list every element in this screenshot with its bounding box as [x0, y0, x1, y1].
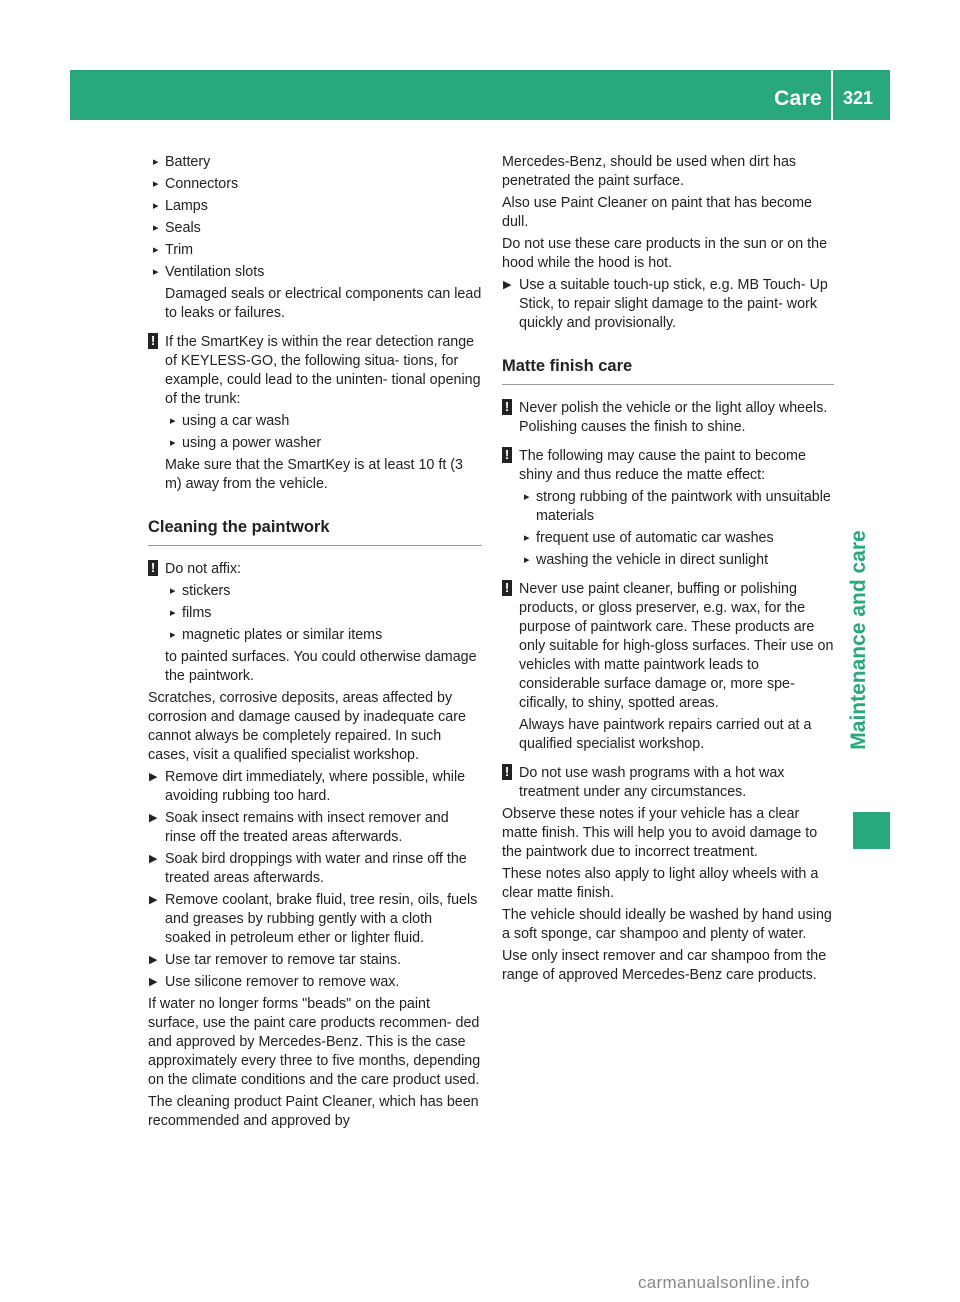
warning-icon: ! [502, 447, 512, 463]
list-item: ▸ Trim [148, 241, 482, 260]
instruction-step: ▶ Remove coolant, brake fluid, tree resin, oils, fuels and greases by rubbing gently with a cloth soaked in petroleum ether or lighter fluid. [148, 891, 482, 948]
section-heading-text: Cleaning the paintwork [148, 518, 330, 536]
list-item: ▸ frequent use of automatic car washes [519, 529, 834, 548]
section-heading-text: Matte finish care [502, 357, 633, 375]
paragraph: The vehicle should ideally be washed by hand using a soft sponge, car shampoo and plenty of water. [502, 907, 832, 942]
paragraph: Observe these notes if your vehicle has a clear matte finish. This will help you to avoid damage to the paintwork due to incorrect treatment. [502, 806, 818, 860]
instruction-step: ▶ Use tar remover to remove tar stains. [148, 951, 482, 970]
warning-icon: ! [148, 560, 158, 576]
header-bar [70, 70, 890, 120]
paragraph: The cleaning product Paint Cleaner, which has been recommended and approved by [148, 1094, 479, 1129]
paragraph: Use only insect remover and car shampoo from the range of approved Mercedes-Benz care products. [502, 948, 827, 983]
header-divider [831, 70, 833, 120]
list-item: ▸ strong rubbing of the paintwork with unsuitable materials [519, 488, 834, 526]
paragraph: These notes also apply to light alloy wheels with a clear matte finish. [502, 866, 819, 901]
paragraph: If water no longer forms "beads" on the paint surface, use the paint care products recommen- ded and approved by Mercedes-Benz. This is the case approximately every three to five months, depending on the climate conditions and the care product used. [148, 996, 481, 1088]
warning-text: Never polish the vehicle or the light alloy wheels. Polishing causes the finish to shine. [519, 400, 828, 435]
warning-text: Do not affix: [165, 561, 242, 577]
warning-icon: ! [148, 333, 158, 349]
paragraph: Do not use these care products in the sun or on the hood while the hood is hot. [502, 236, 828, 271]
right-column [502, 153, 834, 988]
page-number: 321 [843, 88, 874, 108]
paragraph: to painted surfaces. You could otherwise damage the paintwork. [165, 649, 477, 684]
list-item: ▸ Lamps [148, 197, 482, 216]
instruction-step: ▶ Soak insect remains with insect remover and rinse off the treated areas afterwards. [148, 809, 482, 847]
list-item: ▸ stickers [165, 582, 482, 601]
paragraph: Damaged seals or electrical components can lead to leaks or failures. [165, 286, 482, 321]
warning-note [502, 580, 834, 713]
list-item: ▸ Seals [148, 219, 482, 238]
warning-text: Never use paint cleaner, buffing or polishing products, or gloss preserver, e.g. wax, for the purpose of paintwork care. These products are only suitable for high-gloss surfaces. Their use on vehicles with matte paintwork leads to considerable surface damage or, more spe- cifically, to shiny, spotted areas. [519, 581, 834, 711]
list-item: ▸ using a car wash [165, 412, 482, 431]
side-tab [844, 505, 874, 775]
section-heading [502, 357, 834, 385]
list-item: ▸ Ventilation slots [148, 263, 482, 282]
instruction-step: ▶ Soak bird droppings with water and rinse off the treated areas afterwards. [148, 850, 482, 888]
list-item: ▸ washing the vehicle in direct sunlight [519, 551, 834, 570]
warning-text: If the SmartKey is within the rear detection range of KEYLESS-GO, the following situa- tions, for example, could lead to the uninten- tional opening of the trunk: [165, 334, 481, 407]
paragraph: Always have paintwork repairs carried out at a qualified specialist workshop. [519, 717, 812, 752]
side-tab-marker [853, 812, 890, 849]
list-item: ▸ films [165, 604, 482, 623]
warning-note [148, 333, 482, 409]
paragraph: Scratches, corrosive deposits, areas affected by corrosion and damage caused by inadequate care cannot always be completely repaired. In such cases, visit a qualified specialist workshop. [148, 690, 466, 763]
list-item: ▸ Connectors [148, 175, 482, 194]
warning-note [148, 560, 482, 579]
side-tab-label: Maintenance and care [847, 530, 870, 750]
list-item: ▸ Battery [148, 153, 482, 172]
paragraph: Make sure that the SmartKey is at least 10 ft (3 m) away from the vehicle. [165, 457, 463, 492]
left-column [148, 153, 482, 1134]
section-title: Care [774, 87, 822, 110]
warning-note [502, 399, 834, 437]
paragraph: Mercedes-Benz, should be used when dirt has penetrated the paint surface. [502, 154, 797, 189]
list-item: ▸ magnetic plates or similar items [165, 626, 482, 645]
watermark: carmanualsonline.info [638, 1273, 810, 1292]
warning-text: The following may cause the paint to become shiny and thus reduce the matte effect: [519, 448, 806, 483]
warning-note [502, 447, 834, 485]
instruction-step: ▶ Use silicone remover to remove wax. [148, 973, 482, 992]
section-heading [148, 518, 482, 546]
list-item: ▸ using a power washer [165, 434, 482, 453]
instruction-step: ▶ Use a suitable touch-up stick, e.g. MB Touch- Up Stick, to repair slight damage to the paint- work quickly and provisionally. [502, 276, 834, 333]
warning-icon: ! [502, 580, 512, 596]
warning-note [502, 764, 834, 802]
instruction-step: ▶ Remove dirt immediately, where possible, while avoiding rubbing too hard. [148, 768, 482, 806]
warning-icon: ! [502, 764, 512, 780]
warning-text: Do not use wash programs with a hot wax treatment under any circumstances. [519, 765, 785, 800]
warning-icon: ! [502, 399, 512, 415]
paragraph: Also use Paint Cleaner on paint that has become dull. [502, 195, 812, 230]
